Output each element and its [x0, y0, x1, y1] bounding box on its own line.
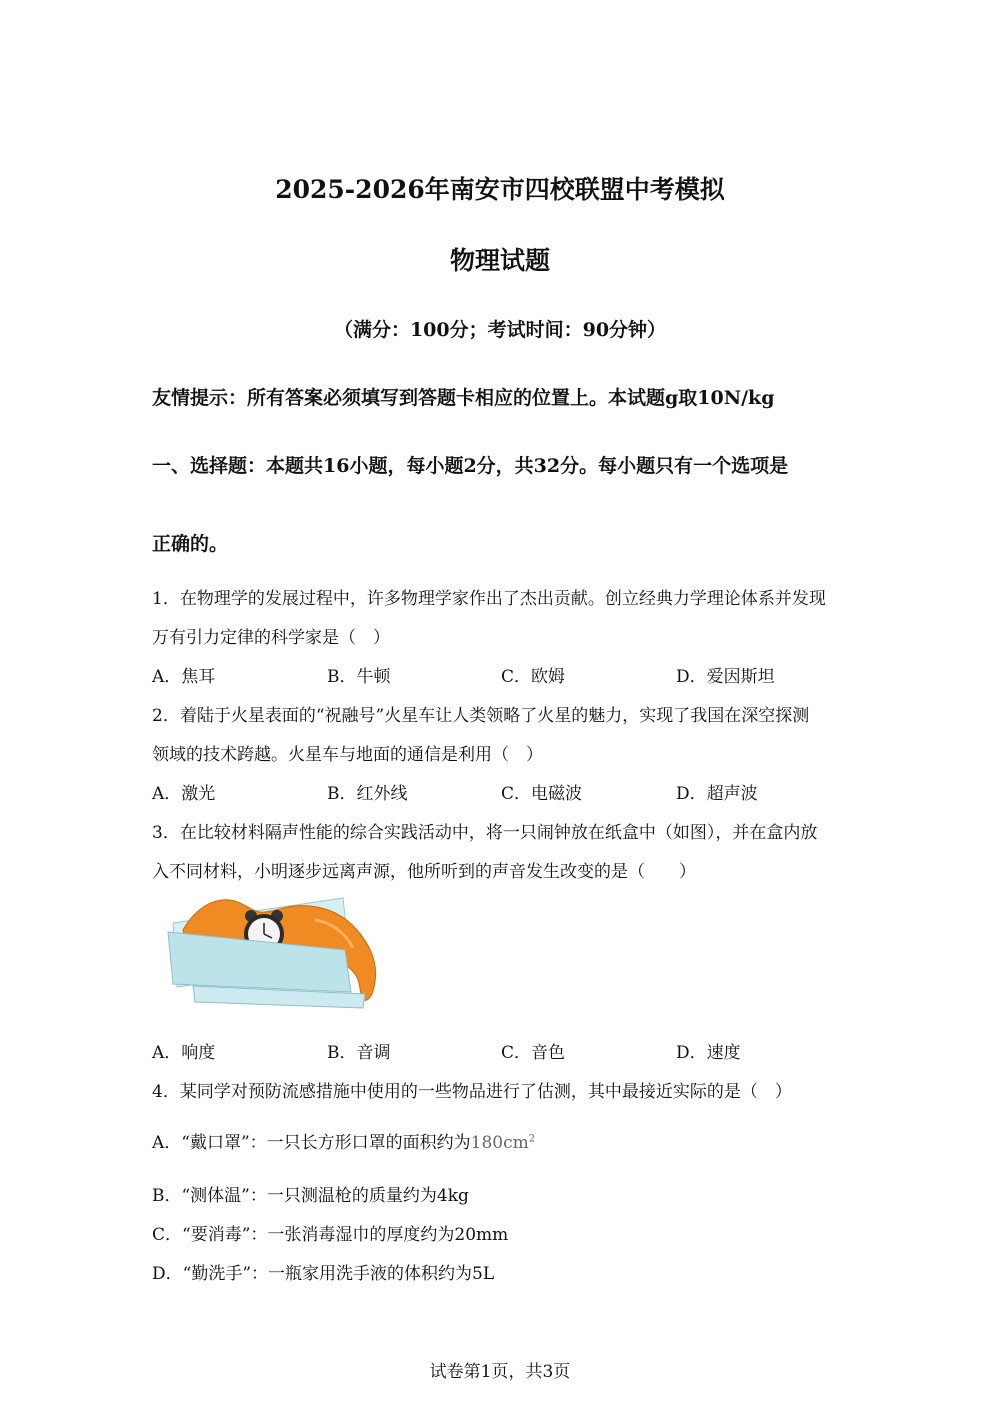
section-heading-line2: 正确的。: [152, 533, 229, 555]
q3-line2: 入不同材料，小明逐步远离声源，他所听到的声音发生改变的是（ ）: [152, 862, 696, 882]
q4-line1: 4．某同学对预防流感措施中使用的一些物品进行了估测，其中最接近实际的是（ ）: [152, 1082, 792, 1102]
q1-option-b: B．牛顿: [327, 667, 391, 687]
friendly-tip: 友情提示：所有答案必须填写到答题卡相应的位置上。本试题g取10N/kg: [152, 387, 775, 409]
q3-option-d: D．速度: [676, 1043, 741, 1063]
exam-subtitle: 物理试题: [449, 246, 550, 275]
q2-option-b: B．红外线: [327, 784, 408, 804]
page-footer: 试卷第1页，共3页: [429, 1362, 571, 1382]
q1-line1: 1．在物理学的发展过程中，许多物理学家作出了杰出贡献。创立经典力学理论体系并发现: [152, 589, 826, 609]
q4-option-a: [152, 1128, 535, 1153]
q4-option-b: B．“测体温”：一只测温枪的质量约为4kg: [152, 1186, 469, 1206]
q4-option-a-superscript: 2: [528, 1133, 536, 1145]
q2-line2: 领域的技术跨越。火星车与地面的通信是利用（ ）: [152, 745, 543, 765]
q2-option-d: D．超声波: [676, 784, 758, 804]
q2-line1: 2．着陆于火星表面的“祝融号”火星车让人类领略了火星的魅力，实现了我国在深空探测: [152, 706, 810, 726]
q3-option-b: B．音调: [327, 1043, 391, 1063]
q4-option-c: C．“要消毒”：一张消毒湿巾的厚度约为20mm: [152, 1225, 509, 1245]
q1-option-a: A．焦耳: [152, 667, 216, 687]
q4-option-d: D．“勤洗手”：一瓶家用洗手液的体积约为5L: [152, 1264, 495, 1284]
q1-line2: 万有引力定律的科学家是（ ）: [152, 628, 390, 648]
exam-title: 2025-2026年南安市四校联盟中考模拟: [275, 175, 725, 204]
q4-option-a-value: 180cm: [470, 1133, 529, 1153]
q4-option-a-text: A．“戴口罩”：一只长方形口罩的面积约为: [152, 1133, 471, 1153]
section-heading-line1: 一、选择题：本题共16小题，每小题2分，共32分。每小题只有一个选项是: [152, 455, 789, 477]
q3-option-c: C．音色: [501, 1043, 566, 1063]
q2-option-a: A．激光: [152, 784, 216, 804]
q1-option-d: D．爱因斯坦: [676, 667, 775, 687]
q3-line1: 3．在比较材料隔声性能的综合实践活动中，将一只闹钟放在纸盒中（如图），并在盒内放: [152, 823, 818, 843]
score-info: （满分：100分；考试时间：90分钟）: [333, 319, 667, 341]
q3-option-a: A．响度: [152, 1043, 216, 1063]
q1-option-c: C．欧姆: [501, 667, 566, 687]
q2-option-c: C．电磁波: [501, 784, 583, 804]
alarm-clock-box-figure: [165, 890, 390, 1012]
